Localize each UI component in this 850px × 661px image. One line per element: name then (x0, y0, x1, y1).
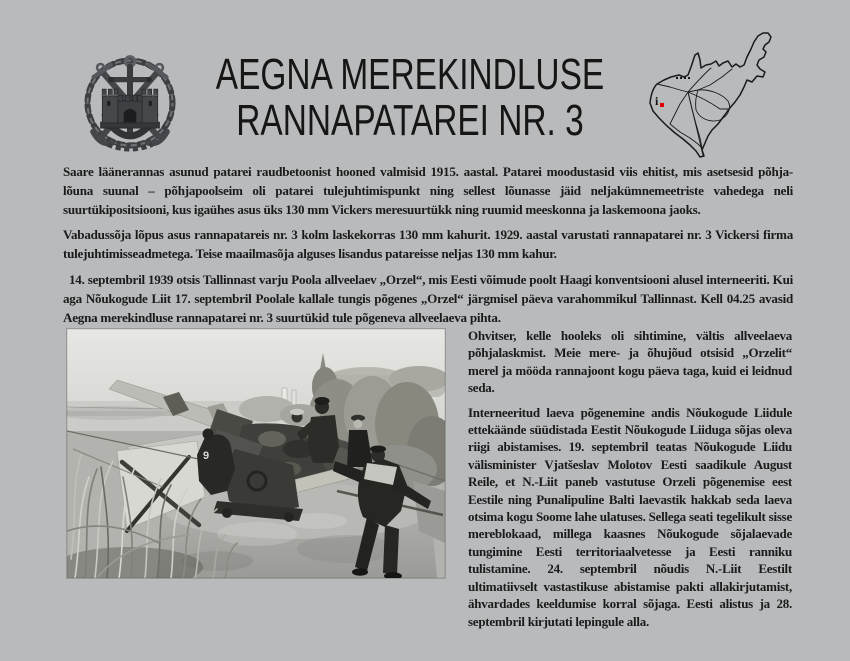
title-line-2: RANNAPATAREI NR. 3 (236, 96, 584, 145)
island-roads (657, 68, 732, 155)
title-line-1: AEGNA MEREKINDLUSE (215, 50, 605, 99)
paragraph-pursuit: Ohvitser, kelle hooleks oli sihtimine, vältis allveelaeva põhjalaskmist. Meie mere- ja õhujõud otsisid „Orzelit“ merel ja mööda rannajoont kogu päeva taga, kuid ei leidnud seda. (468, 328, 792, 396)
island-outline (650, 33, 771, 157)
intro-text-block (63, 163, 793, 334)
map-info-label: i (655, 94, 659, 108)
paragraph-battery-history: Saare läänerannas asunud patarei raudbetoonist hooned valmisid 1915. aastal. Patarei moodustasid viis ehitist, mis asetsesid põhja-lõuna suunal – põhjapoolseim oli patarei tulejuhtimispunkt ning sellest lõunasse jäid neljakümnemeetriste vahedega neli suurtükipositsiooni, kus igaühes asus üks 130 mm Vickers meresuurtükk ning ruumid meeskonna ja laskemoona jaoks. (63, 164, 793, 217)
page-title (120, 52, 700, 144)
paragraph-soviet-ultimatum: Interneeritud laeva põgenemine andis Nõukogude Liidule ettekäände süüdistada Eestit Nõukogude Liiduga sõjas oleva riigi abistamises. 19. septembril teatas Nõukogude Liidu välisminister Vjatšeslav Molotov Eesti saadikule August Reile, et N.-Liit paneb vastutuse Orzeli põgenemise eest Eestile ning Punalipuline Balti laevastik hakkab seda laeva otsima kogu Soome lahe ulatuses. Sellega seati tegelikult sisse mereblokaad, millega kaasnes Nõukogude sõjalaevade tungimine Eesti territoriaalvetesse ja Eesti ranniku tulistamine. 24. septembril nõudis N.-Liit Eestilt ultimatiivselt vastastikuse abistamise pakti allakirjutamist, ähvardades keeldumise korral sõjaga. Eesti alistus ja 28. septembril kirjutati lepingule alla. (468, 404, 792, 629)
paragraph-orzel-incident: 14. septembril 1939 otsis Tallinnast varju Poola allveelaev „Orzel“, mis Eesti võimude poolt Haagi konventsiooni alusel interneeriti. Kui aga Nõukogude Liit 17. septembril Poolale kallale tungis põgenes „Orzel“ järgmisel päeva varahommikul Tallinnast. Kell 04.25 avasid Aegna merekindluse rannapatarei nr. 3 suurtükid tule põgeneva allveelaeva pihta. (63, 271, 793, 325)
battery-location-marker (660, 103, 664, 107)
column-text-block (468, 327, 792, 637)
coastal-gun-crew-photo (67, 329, 445, 578)
aegna-island-map-icon (640, 24, 820, 166)
gun-number-mark: 9 (203, 450, 210, 462)
paragraph-armament: Vabadussõja lõpus asus rannapatareis nr. 3 kolm laskekorras 130 mm kahurit. 1929. aastal varustati rannapatarei nr. 3 Vickersi firma tulejuhtimisseadmetega. Teise maailmasõja alguses lisandus patareisse neljas 130 mm kahur. (63, 227, 793, 262)
